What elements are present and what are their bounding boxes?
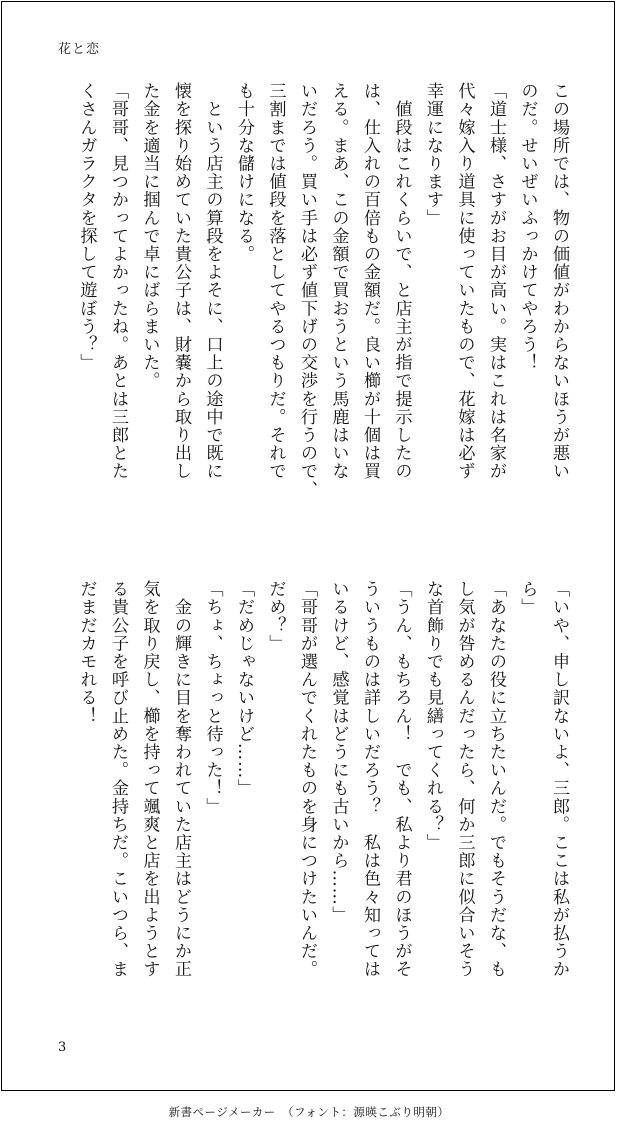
- lower-text-block: 「いや、申し訳ないよ、三郎。ここは私が払うか ら」 「あなたの役に立ちたいんだ。でもそうだな、も し気が咎めるんだったら、何か三郎に似合いそう な首飾りでも見繕ってくれる？」 「うん、もちろん！ でも、私より君のほうがそ ういうものは詳しいだろう？ 私は色々知っては いるけど、感覚はどうにも古いから……」 「哥哥が選んでくれたものを身につけたいんだ。 だめ？」 「だめじゃないけど……」 「ちょ、ちょっと待った！」 金の輝きに目を奪われていた店主はどうにか正 気を取り戻し、櫛を持って颯爽と店を出ようとす る貴公子を呼び止めた。金持ちだ。こいつら、ま だまだカモれる！: [76, 580, 569, 979]
- upper-text-block: この場所では、物の価値がわからないほうが悪い のだ。せいぜいふっかけてやろう！ 「道士様、さすがお目が高い。実はこれは名家が 代々嫁入り道具に使っていたもので、花嫁は必ず 幸運になります」 値段はこれくらいで、と店主が指で提示したの は、仕入れの百倍もの金額だ。良い櫛が十個は買 える。まあ、この金額で買おうという馬鹿はいな いだろう。買い手は必ず値下げの交渉を行うので、 三割までは値段を落としてやるつもりだ。それで も十分な儲けになる。 という店主の算段をよそに、口上の途中で既に 懐を探り始めていた貴公子は、財嚢から取り出し た金を適当に掴んで卓にばらまいた。 「哥哥、見つかってよかったね。あとは三郎とた くさんガラクタを探して遊ぼう？」: [76, 82, 569, 499]
- generator-caption: 新書ページメーカー （フォント：源暎こぶり明朝）: [168, 1105, 450, 1119]
- running-head: 花と恋: [58, 42, 101, 57]
- page-number: 3: [58, 1040, 67, 1055]
- page-frame: [1, 1, 615, 1091]
